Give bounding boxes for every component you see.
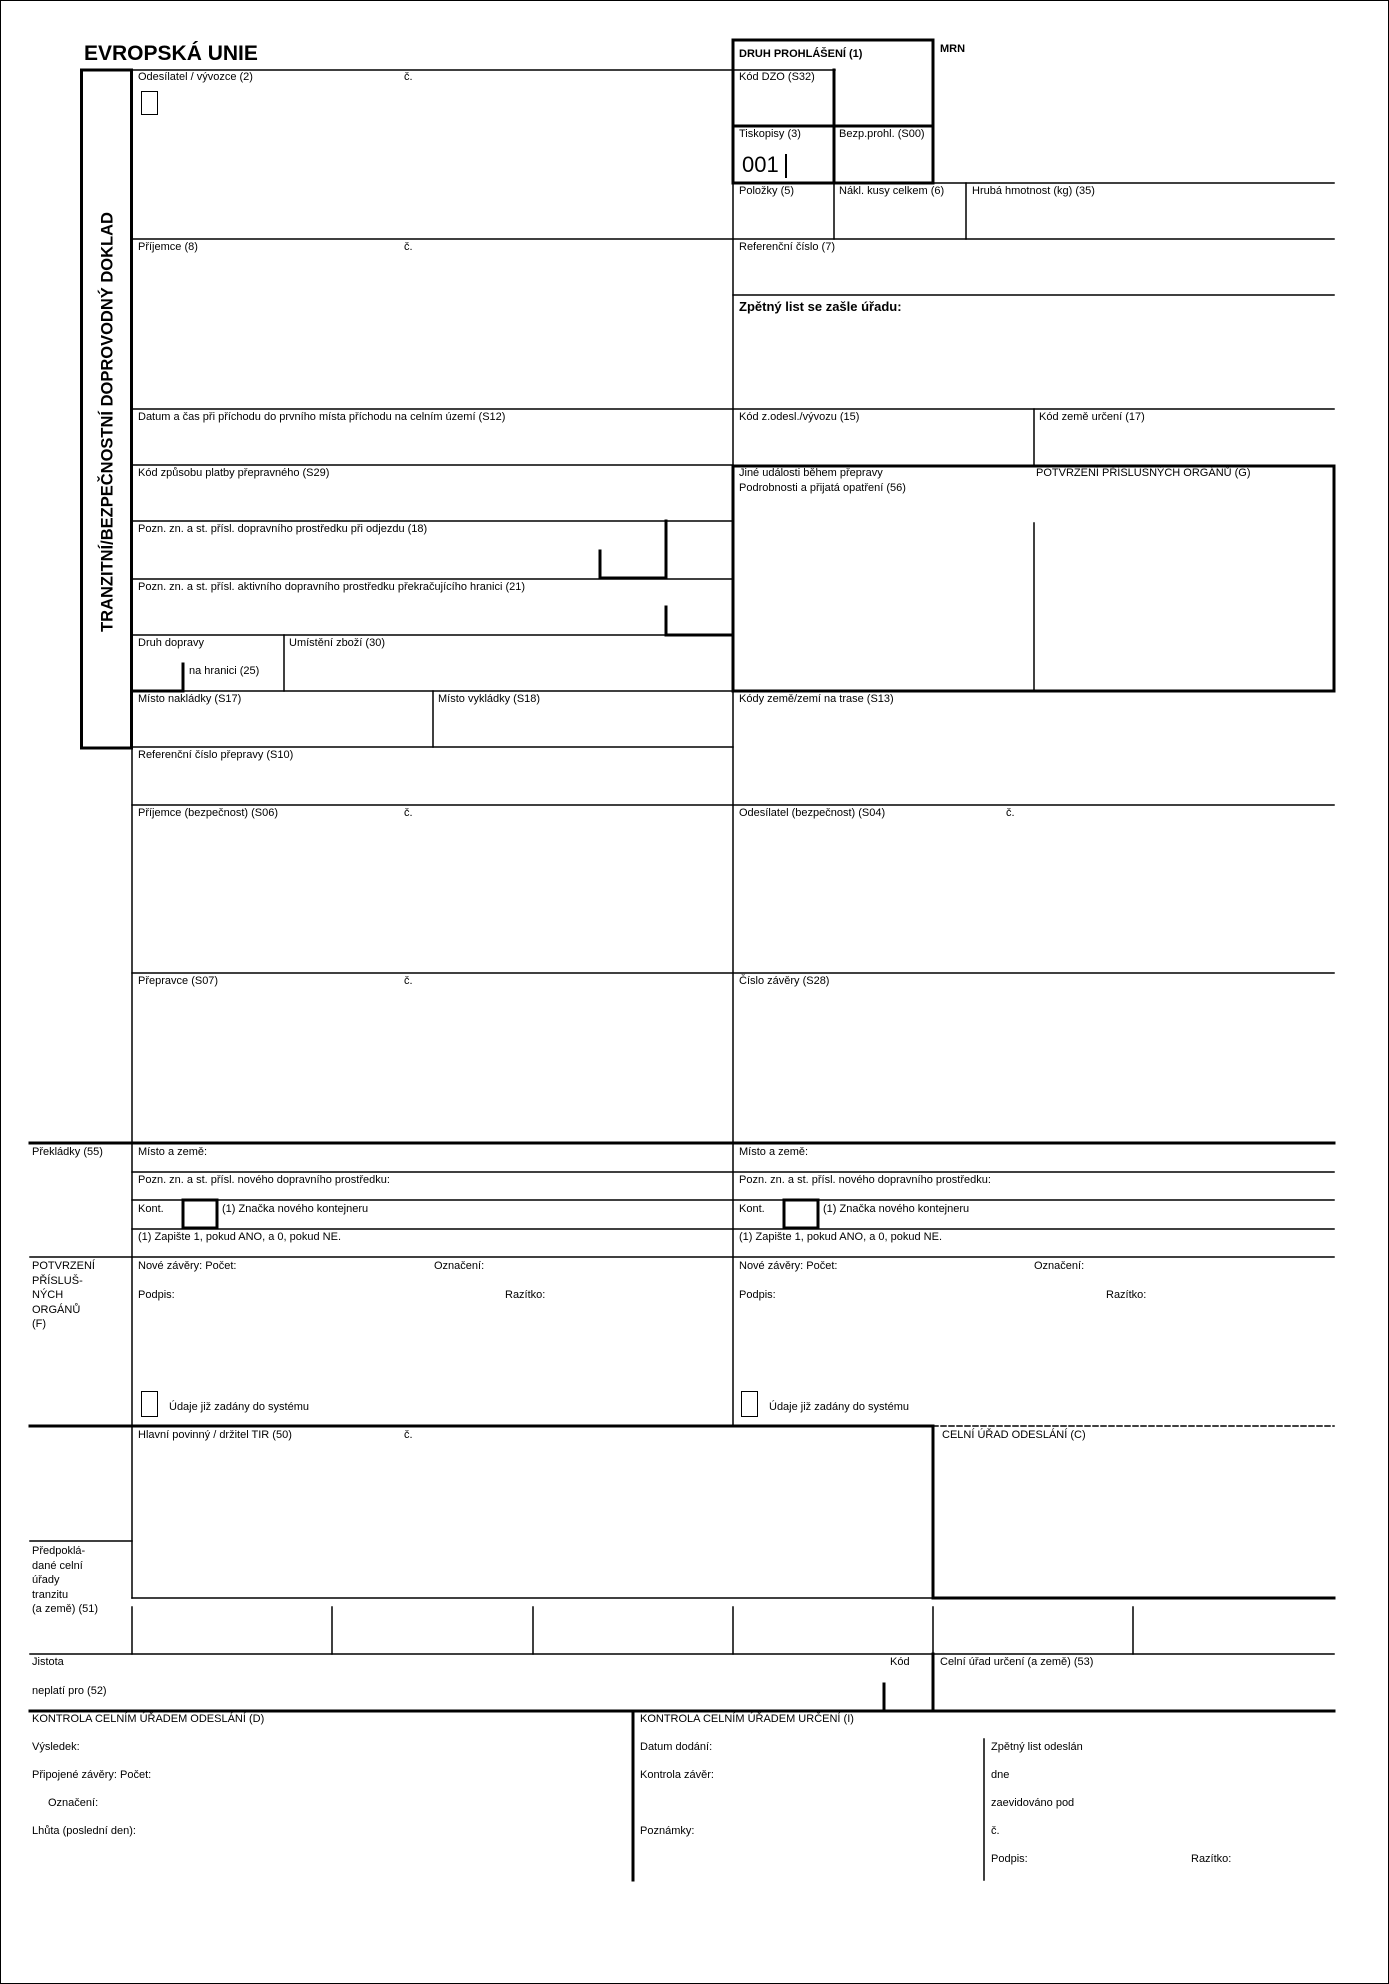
control-d-deadline: Lhůta (poslední den): [32,1825,136,1837]
transport-mode-label: Druh dopravy [138,637,205,649]
footnote-left: (1) Zapište 1, pokud ANO, a 0, pokud NE. [138,1231,341,1243]
security-consignor-label: Odesílatel (bezpečnost) (S04) [739,807,886,819]
footnote-right: (1) Zapište 1, pokud ANO, a 0, pokud NE. [739,1231,942,1243]
return-sent-label: Zpětný list odeslán [991,1741,1083,1753]
reference-number-label: Referenční číslo (7) [739,241,835,253]
union-title: EVROPSKÁ UNIE [84,42,258,65]
items-label: Položky (5) [739,185,795,197]
entered-label-left: Údaje již zadány do systému [169,1401,310,1413]
consignee-number-label: č. [404,241,413,253]
authority-f-label: POTVRZENÍ PŘÍSLUŠ- NÝCH ORGÁNŮ (F) [32,1260,95,1330]
return-date-label: dne [991,1769,1010,1781]
return-stamp-label: Razítko: [1191,1853,1232,1865]
not-valid-label: neplatí pro (52) [32,1685,107,1697]
marks-right: Označení: [1034,1260,1085,1272]
principal-label: Hlavní povinný / držitel TIR (50) [138,1429,292,1441]
transport-border-label: Pozn. zn. a st. přísl. aktivního dopravního prostředku překračujícího hranici (21) [138,581,526,593]
security-declaration-label: Bezp.prohl. (S00) [839,128,925,140]
guarantee-label: Jistota [32,1656,64,1668]
container-note-left: (1) Značka nového kontejneru [222,1203,369,1215]
container-right-label: Kont. [739,1203,765,1215]
entered-label-right: Údaje již zadány do systému [769,1401,910,1413]
seal-number-label: Číslo závěry (S28) [739,975,830,987]
incidents-label: Jiné události během přepravy [739,467,883,479]
packages-label: Nákl. kusy celkem (6) [839,185,945,197]
dzo-code-label: Kód DZO (S32) [739,71,815,83]
unloading-place-label: Místo vykládky (S18) [438,693,541,705]
new-transport-right: Pozn. zn. a st. přísl. nového dopravního prostředku: [739,1174,991,1186]
principal-number-label: č. [404,1429,413,1441]
gross-mass-label: Hrubá hmotnost (kg) (35) [972,185,1095,197]
authority-g-label: POTVRZENÍ PŘÍSLUŠNÝCH ORGÁNŮ (G) [1036,467,1251,479]
container-note-right: (1) Značka nového kontejneru [823,1203,970,1215]
forms-value-cursor [785,154,787,178]
at-border-label: na hranici (25) [189,665,260,677]
new-transport-left: Pozn. zn. a st. přísl. nového dopravního prostředku: [138,1174,390,1186]
transhipment-place-right: Místo a země: [739,1146,809,1158]
carrier-label: Přepravce (S07) [138,975,219,987]
destination-office-label: Celní úřad určení (a země) (53) [940,1656,1094,1668]
consignor-label: Odesílatel / vývozce (2) [138,71,253,83]
departure-office-label: CELNÍ ÚŘAD ODESLÁNÍ (C) [942,1429,1086,1441]
transhipment-label: Překládky (55) [32,1146,103,1158]
payment-method-label: Kód způsobu platby přepravného (S29) [138,467,330,479]
forms-value: 001 [742,152,779,177]
routing-countries-label: Kódy země/zemí na trase (S13) [739,693,894,705]
container-left-label: Kont. [138,1203,164,1215]
consignor-checkbox[interactable] [141,91,158,115]
vertical-document-title: TRANZITNÍ/BEZPEČNOSTNÍ DOPROVODNÝ DOKLAD [98,212,117,632]
code-label: Kód [890,1656,910,1668]
return-copy-label: Zpětný list se zašle úřadu: [739,299,902,314]
dispatch-country-label: Kód z.odesl./vývozu (15) [739,411,860,423]
transit-offices-label: Předpoklá- dané celní úřady tranzitu (a země) (51) [32,1545,99,1615]
new-seals-right: Nové závěry: Počet: [739,1260,838,1272]
entered-checkbox-left[interactable] [141,1391,158,1417]
entered-checkbox-right[interactable] [741,1391,758,1417]
stamp-right: Razítko: [1106,1289,1147,1301]
return-registered-label: zaevidováno pod [991,1797,1075,1809]
signature-right: Podpis: [739,1289,776,1301]
return-number-label: č. [991,1825,1000,1837]
declaration-type-label: DRUH PROHLÁŠENÍ (1) [739,48,863,60]
security-consignee-number-label: č. [404,807,413,819]
goods-location-label: Umístění zboží (30) [289,637,385,649]
incidents-details-label: Podrobnosti a přijatá opatření (56) [739,482,906,494]
loading-place-label: Místo nakládky (S17) [138,693,242,705]
security-consignor-number-label: č. [1006,807,1015,819]
consignee-label: Příjemce (8) [138,241,198,253]
control-i-seal-check: Kontrola závěr: [640,1769,714,1781]
consignor-number-label: č. [404,71,413,83]
carrier-number-label: č. [404,975,413,987]
marks-left: Označení: [434,1260,485,1272]
arrival-datetime-label: Datum a čas při příchodu do prvního místa příchodu na celním území (S12) [138,411,506,423]
forms-label: Tiskopisy (3) [739,128,801,140]
return-signature-label: Podpis: [991,1853,1028,1865]
control-d-seals: Připojené závěry: Počet: [32,1769,152,1781]
control-i-notes: Poznámky: [640,1825,695,1837]
security-consignee-label: Příjemce (bezpečnost) (S06) [138,807,278,819]
control-i-title: KONTROLA CELNÍM ÚŘADEM URČENÍ (I) [640,1713,854,1725]
destination-country-label: Kód země určení (17) [1039,411,1145,423]
control-d-result: Výsledek: [32,1741,80,1753]
mrn-label: MRN [940,43,966,55]
signature-left: Podpis: [138,1289,175,1301]
control-d-title: KONTROLA CELNÍM ÚŘADEM ODESLÁNÍ (D) [32,1713,265,1725]
transhipment-place-left: Místo a země: [138,1146,208,1158]
transport-departure-label: Pozn. zn. a st. přísl. dopravního prostředku při odjezdu (18) [138,523,428,535]
new-seals-left: Nové závěry: Počet: [138,1260,237,1272]
control-i-delivery-date: Datum dodání: [640,1741,713,1753]
control-d-marks: Označení: [48,1797,99,1809]
transport-reference-label: Referenční číslo přepravy (S10) [138,749,294,761]
stamp-left: Razítko: [505,1289,546,1301]
